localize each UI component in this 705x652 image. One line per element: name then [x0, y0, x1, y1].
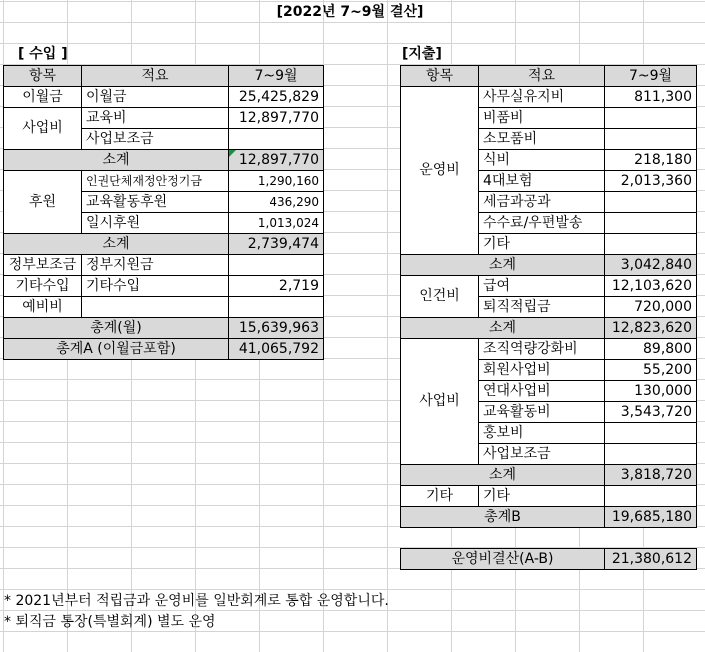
- expense-amount-fees-postage[interactable]: [605, 213, 697, 234]
- expense-amount-solidarity[interactable]: 130,000: [605, 381, 697, 402]
- income-item-subsidy[interactable]: 사업보조금: [82, 129, 229, 150]
- expense-amount-org-capacity[interactable]: 89,800: [605, 339, 697, 360]
- expense-item-education[interactable]: 교육활동비: [479, 402, 605, 423]
- income-subtotal1-amount[interactable]: 12,897,770: [229, 150, 324, 171]
- income-cat-reserve[interactable]: 예비비: [4, 297, 82, 318]
- expense-amount-insurance[interactable]: 2,013,360: [605, 171, 697, 192]
- expense-amount-other[interactable]: [605, 486, 697, 507]
- expense-item-office[interactable]: 사무실유지비: [479, 87, 605, 108]
- income-item-onetime[interactable]: 일시후원: [82, 213, 229, 234]
- income-amount-subsidy[interactable]: [229, 129, 324, 150]
- expense-amount-education[interactable]: 3,543,720: [605, 402, 697, 423]
- expense-business-subtotal-amount[interactable]: 3,818,720: [605, 465, 697, 486]
- expense-operating-subtotal-amount[interactable]: 3,042,840: [605, 255, 697, 276]
- expense-amount-taxes[interactable]: [605, 192, 697, 213]
- income-header-description: 적요: [82, 66, 229, 87]
- expense-item-supplies[interactable]: 소모품비: [479, 129, 605, 150]
- note-line-2: * 퇴직금 통장(특별회계) 별도 운영: [4, 614, 216, 630]
- expense-item-equipment[interactable]: 비품비: [479, 108, 605, 129]
- expense-amount-salary[interactable]: 12,103,620: [605, 276, 697, 297]
- expense-cat-operating[interactable]: 운영비: [401, 87, 479, 255]
- income-item-edu-support[interactable]: 교육활동후원: [82, 192, 229, 213]
- income-total-month-label[interactable]: 총계(월): [4, 318, 229, 339]
- income-cat-gov[interactable]: 정부보조금: [4, 255, 82, 276]
- expense-item-meals[interactable]: 식비: [479, 150, 605, 171]
- expense-amount-promotion[interactable]: [605, 423, 697, 444]
- income-subtotal2-label[interactable]: 소계: [4, 234, 229, 255]
- expense-cat-business[interactable]: 사업비: [401, 339, 479, 465]
- expense-operating-subtotal-label[interactable]: 소계: [401, 255, 605, 276]
- expense-amount-member[interactable]: 55,200: [605, 360, 697, 381]
- income-item-carry[interactable]: 이월금: [82, 87, 229, 108]
- expense-section-label: [지출]: [402, 46, 442, 62]
- expense-item-salary[interactable]: 급여: [479, 276, 605, 297]
- expense-personnel-subtotal-amount[interactable]: 12,823,620: [605, 318, 697, 339]
- income-item-reserve[interactable]: [82, 297, 229, 318]
- expense-amount-business-subsidy[interactable]: [605, 444, 697, 465]
- income-cat-other[interactable]: 기타수입: [4, 276, 82, 297]
- income-header-category: 항목: [4, 66, 82, 87]
- expense-amount-meals[interactable]: 218,180: [605, 150, 697, 171]
- expense-item-business-subsidy[interactable]: 사업보조금: [479, 444, 605, 465]
- income-header-period: 7~9월: [229, 66, 324, 87]
- expense-amount-severance[interactable]: 720,000: [605, 297, 697, 318]
- note-line-1: * 2021년부터 적립금과 운영비를 일반회계로 통합 운영합니다.: [4, 593, 389, 609]
- income-section-label: [ 수입 ]: [18, 46, 68, 62]
- income-subtotal1-label[interactable]: 소계: [4, 150, 229, 171]
- income-cat-business[interactable]: 사업비: [4, 108, 82, 150]
- settlement-table: [400, 548, 697, 570]
- income-amount-edu-support[interactable]: 436,290: [229, 192, 324, 213]
- expense-table: [400, 65, 697, 528]
- income-cat-donation[interactable]: 후원: [4, 171, 82, 234]
- income-item-edu[interactable]: 교육비: [82, 108, 229, 129]
- settlement-amount[interactable]: 21,380,612: [605, 549, 697, 570]
- expense-business-subtotal-label[interactable]: 소계: [401, 465, 605, 486]
- income-item-other[interactable]: 기타수입: [82, 276, 229, 297]
- expense-cat-personnel[interactable]: 인건비: [401, 276, 479, 318]
- sheet-title: [2022년 7~9월 결산]: [276, 4, 424, 20]
- expense-item-member[interactable]: 회원사업비: [479, 360, 605, 381]
- income-amount-gov[interactable]: [229, 255, 324, 276]
- expense-header-category: 항목: [401, 66, 479, 87]
- expense-header-description: 적요: [479, 66, 605, 87]
- expense-item-solidarity[interactable]: 연대사업비: [479, 381, 605, 402]
- expense-item-fees-postage[interactable]: 수수료/우편발송: [479, 213, 605, 234]
- income-amount-edu[interactable]: 12,897,770: [229, 108, 324, 129]
- expense-item-org-capacity[interactable]: 조직역량강화비: [479, 339, 605, 360]
- expense-amount-operating-other[interactable]: [605, 234, 697, 255]
- settlement-label[interactable]: 운영비결산(A-B): [401, 549, 605, 570]
- income-item-gov[interactable]: 정부지원금: [82, 255, 229, 276]
- income-total-a-label[interactable]: 총계A (이월금포함): [4, 339, 229, 360]
- expense-total-b-amount[interactable]: 19,685,180: [605, 507, 697, 528]
- expense-item-insurance[interactable]: 4대보험: [479, 171, 605, 192]
- expense-total-b-label[interactable]: 총계B: [401, 507, 605, 528]
- income-amount-carry[interactable]: 25,425,829: [229, 87, 324, 108]
- income-amount-labor-fund[interactable]: 1,290,160: [229, 171, 324, 192]
- income-amount-other[interactable]: 2,719: [229, 276, 324, 297]
- expense-item-operating-other[interactable]: 기타: [479, 234, 605, 255]
- expense-header-period: 7~9월: [605, 66, 697, 87]
- expense-item-severance[interactable]: 퇴직적립금: [479, 297, 605, 318]
- expense-item-other[interactable]: 기타: [479, 486, 605, 507]
- income-cat-carry[interactable]: 이월금: [4, 87, 82, 108]
- income-amount-onetime[interactable]: 1,013,024: [229, 213, 324, 234]
- expense-cat-other[interactable]: 기타: [401, 486, 479, 507]
- income-table: [3, 65, 324, 360]
- expense-item-promotion[interactable]: 홍보비: [479, 423, 605, 444]
- expense-amount-supplies[interactable]: [605, 129, 697, 150]
- income-item-labor-fund[interactable]: 인권단체재정안정기금: [82, 171, 229, 192]
- expense-item-taxes[interactable]: 세금과공과: [479, 192, 605, 213]
- expense-amount-equipment[interactable]: [605, 108, 697, 129]
- income-subtotal2-amount[interactable]: 2,739,474: [229, 234, 324, 255]
- income-amount-reserve[interactable]: [229, 297, 324, 318]
- income-total-a-amount[interactable]: 41,065,792: [229, 339, 324, 360]
- expense-personnel-subtotal-label[interactable]: 소계: [401, 318, 605, 339]
- income-total-month-amount[interactable]: 15,639,963: [229, 318, 324, 339]
- expense-amount-office[interactable]: 811,300: [605, 87, 697, 108]
